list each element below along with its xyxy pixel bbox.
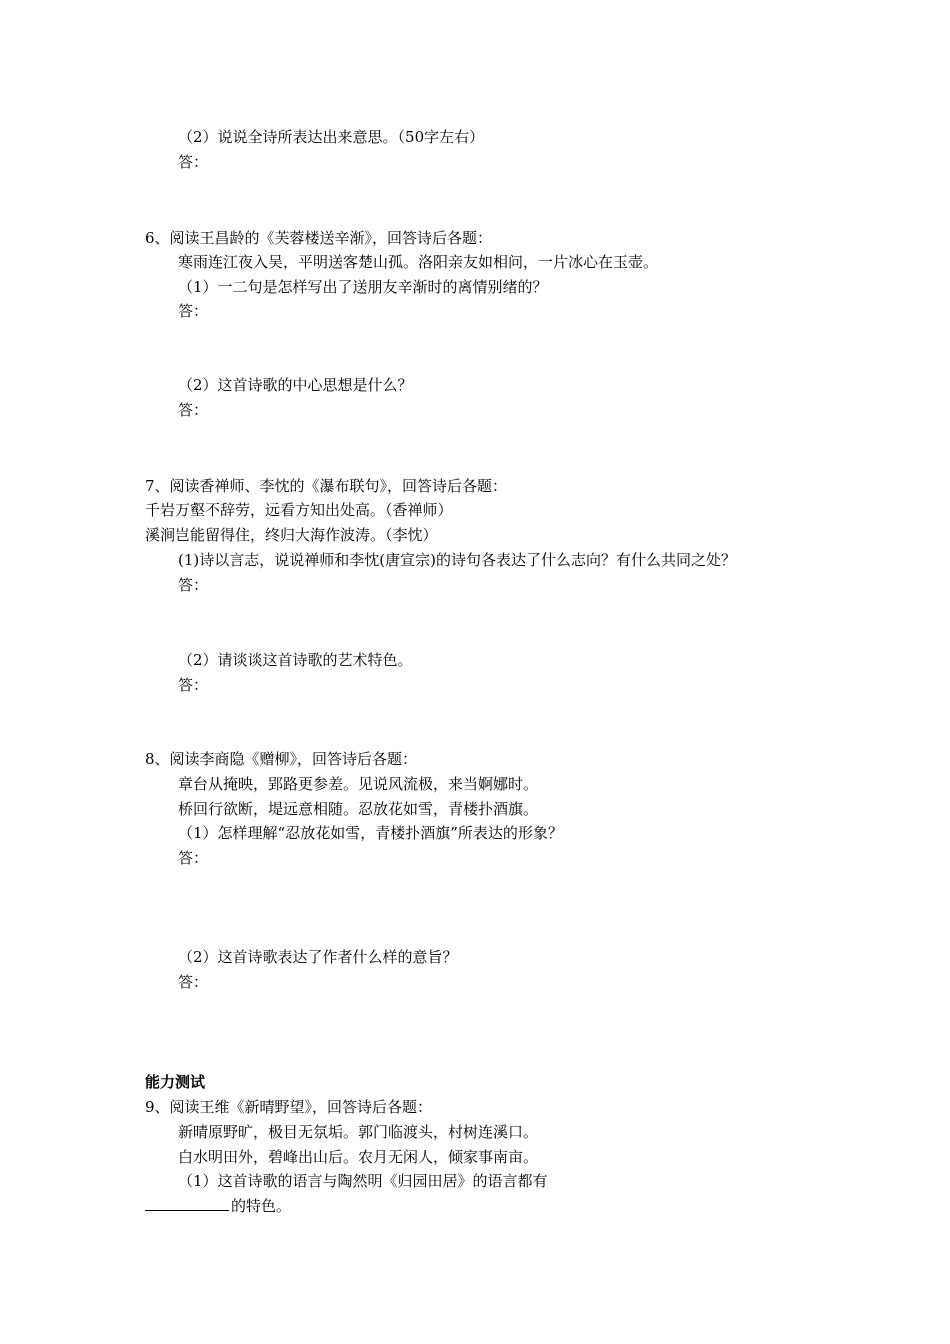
fill-in-blank[interactable]: [145, 1196, 229, 1211]
q8-answer-label-1: 答：: [178, 849, 209, 867]
q8-answer-label-2: 答：: [178, 973, 209, 991]
q8-subquestion-1: （1）怎样理解“忍放花如雪，青楼扑酒旗”所表达的形象？: [178, 824, 563, 842]
q9-poem-line-2: 白水明田外，碧峰出山后。农月无闲人，倾家事南亩。: [178, 1148, 539, 1166]
q6-answer-label-2: 答：: [178, 401, 209, 419]
q8-title: 8、阅读李商隐《赠柳》，回答诗后各题：: [145, 750, 418, 768]
q5-answer-label: 答：: [178, 153, 209, 171]
q7-answer-label-2: 答：: [178, 676, 209, 694]
q6-subquestion-1: （1）一二句是怎样写出了送朋友辛渐时的离情别绪的？: [178, 278, 548, 296]
q5-subquestion-2: （2）说说全诗所表达出来意思。（50字左右）: [178, 128, 485, 146]
q7-answer-label-1: 答：: [178, 576, 209, 594]
q8-poem-line-1: 章台从掩映，郢路更参差。见说风流极，来当婀娜时。: [178, 775, 539, 793]
q9-poem-line-1: 新晴原野旷，极目无氛垢。郭门临渡头，村树连溪口。: [178, 1123, 539, 1141]
q9-fill-blank-line: [145, 1196, 291, 1216]
q6-poem: 寒雨连江夜入吴，平明送客楚山孤。洛阳亲友如相问，一片冰心在玉壶。: [178, 253, 659, 271]
q6-title: 6、阅读王昌龄的《芙蓉楼送辛渐》，回答诗后各题：: [145, 229, 493, 247]
q7-subquestion-1: (1)诗以言志，说说禅师和李忱(唐宣宗)的诗句各表达了什么志向？有什么共同之处？: [178, 551, 736, 569]
q8-poem-line-2: 桥回行欲断，堤远意相随。忍放花如雪，青楼扑酒旗。: [178, 800, 539, 818]
q6-subquestion-2: （2）这首诗歌的中心思想是什么？: [178, 376, 413, 394]
q8-subquestion-2: （2）这首诗歌表达了作者什么样的意旨？: [178, 948, 458, 966]
q7-title: 7、阅读香禅师、李忱的《瀑布联句》，回答诗后各题：: [145, 477, 508, 495]
section-heading: 能力测试: [145, 1073, 206, 1091]
q9-title: 9、阅读王维《新晴野望》，回答诗后各题：: [145, 1098, 433, 1116]
q9-subquestion-1-end: 的特色。: [231, 1197, 292, 1215]
q7-poem-line-2: 溪涧岂能留得住，终归大海作波涛。（李忱）: [145, 526, 438, 544]
q7-subquestion-2: （2）请谈谈这首诗歌的艺术特色。: [178, 651, 413, 669]
q9-subquestion-1: （1）这首诗歌的语言与陶然明《归园田居》的语言都有: [178, 1172, 548, 1190]
q6-answer-label-1: 答：: [178, 302, 209, 320]
q7-poem-line-1: 千岩万壑不辞劳，远看方知出处高。（香禅师）: [145, 501, 453, 519]
